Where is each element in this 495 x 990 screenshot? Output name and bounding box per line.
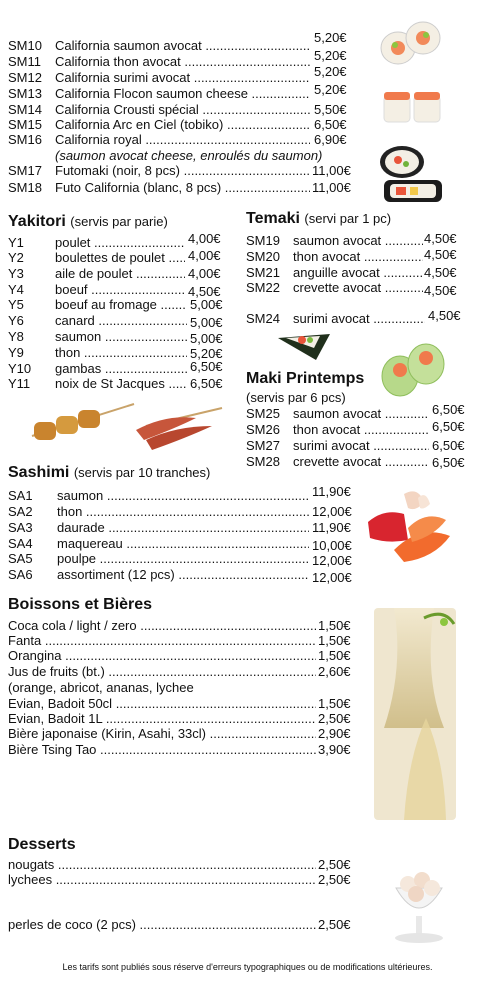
maki-heading: Maki Printemps <box>246 370 365 387</box>
menu-item: SA1 saumon ..... 11,90€ <box>0 488 360 504</box>
drinks-photo <box>374 608 456 820</box>
maki-printemps-photo <box>378 340 448 400</box>
menu-item: SM12 California surimi avocat ..... 5,20€ <box>0 70 355 86</box>
menu-item: Y4 boeuf ..... 4,50€ <box>0 282 240 298</box>
menu-item: Jus de fruits (bt.) ..... 2,60€ <box>0 664 360 680</box>
menu-item: Y11 noix de St Jacques ..... 6,50€ <box>0 376 240 392</box>
menu-item: Y9 thon ..... 5,20€ <box>0 345 240 361</box>
menu-item: SM16 California royal ..... 6,90€ <box>0 132 355 148</box>
boissons-note: (orange, abricot, ananas, lychee <box>8 680 194 695</box>
menu-item: Coca cola / light / zero ..... 1,50€ <box>0 618 360 634</box>
desserts-heading: Desserts <box>8 836 76 853</box>
menu-item: Y6 canard ..... 5,00€ <box>0 313 240 329</box>
menu-item: Orangina ..... 1,50€ <box>0 648 360 664</box>
menu-item: SA4 maquereau ..... 10,00€ <box>0 536 360 552</box>
menu-item: Bière Tsing Tao ..... 3,90€ <box>0 742 360 758</box>
menu-item: SM15 California Arc en Ciel (tobiko) ..... 6,50€ <box>0 117 355 133</box>
futomaki-photo <box>376 140 446 206</box>
menu-item: Evian, Badoit 50cl ..... 1,50€ <box>0 696 360 712</box>
menu-item: SM21 anguille avocat ..... 4,50€ <box>246 265 466 281</box>
menu-item: SM10 California saumon avocat ..... 5,20€ <box>0 38 355 54</box>
menu-item: Y2 boulettes de poulet ..... 4,00€ <box>0 250 240 266</box>
menu-item: nougats ..... 2,50€ <box>0 857 360 873</box>
menu-item: Y1 poulet ..... 4,00€ <box>0 235 240 251</box>
california-note: (saumon avocat cheese, enroulés du saumon) <box>55 148 323 163</box>
maki-subtitle: (servis par 6 pcs) <box>246 390 346 405</box>
temaki-photo <box>276 330 336 364</box>
menu-item: Y8 saumon ..... 5,00€ <box>0 329 240 345</box>
menu-item: SM11 California thon avocat ..... 5,20€ <box>0 54 355 70</box>
menu-item: Y5 boeuf au fromage ..... 5,00€ <box>0 297 240 313</box>
yakitori-heading: Yakitori (servis par parie) <box>8 213 168 230</box>
menu-item: SM25 saumon avocat ..... 6,50€ <box>246 406 471 422</box>
menu-item: SM27 surimi avocat ..... 6,50€ <box>246 438 471 454</box>
menu-item: SM28 crevette avocat ..... 6,50€ <box>246 454 471 470</box>
menu-item: SM24 surimi avocat ..... 4,50€ <box>246 311 466 327</box>
menu-item: SA5 poulpe ..... 12,00€ <box>0 551 360 567</box>
menu-item: SM17 Futomaki (noir, 8 pcs) ..... 11,00€ <box>0 163 360 179</box>
menu-item: Evian, Badoit 1L ..... 2,50€ <box>0 711 360 727</box>
menu-item: Y10 gambas ..... 6,50€ <box>0 361 240 377</box>
menu-item: SM13 California Flocon saumon cheese ..... 5,20€ <box>0 86 355 102</box>
menu-item: Fanta ..... 1,50€ <box>0 633 360 649</box>
boissons-heading: Boissons et Bières <box>8 596 153 613</box>
menu-item: SA3 daurade ..... 11,90€ <box>0 520 360 536</box>
menu-item: SM14 California Crousti spécial ..... 5,50€ <box>0 102 355 118</box>
sashimi-heading: Sashimi (servis par 10 tranches) <box>8 464 211 481</box>
menu-item: Bière japonaise (Kirin, Asahi, 33cl) ..... 2,90€ <box>0 726 360 742</box>
menu-item: SM22 crevette avocat ..... 4,50€ <box>246 280 466 296</box>
footer-disclaimer: Les tarifs sont publiés sous réserve d'erreurs typographiques ou de modifications ultérieures. <box>62 962 433 972</box>
menu-item: Y3 aile de poulet ..... 4,00€ <box>0 266 240 282</box>
menu-item: SM26 thon avocat ..... 6,50€ <box>246 422 471 438</box>
menu-item: lychees ..... 2,50€ <box>0 872 360 888</box>
yakitori-photo <box>26 396 226 454</box>
california-roll-photo <box>378 14 444 68</box>
dessert-photo <box>386 858 452 948</box>
menu-item: SM20 thon avocat ..... 4,50€ <box>246 249 466 265</box>
menu-item: SA6 assortiment (12 pcs) ..... 12,00€ <box>0 567 360 583</box>
menu-item: perles de coco (2 pcs) ..... 2,50€ <box>0 917 360 933</box>
california-royal-photo <box>378 86 444 126</box>
sashimi-photo <box>364 484 458 564</box>
menu-item: SM19 saumon avocat ..... 4,50€ <box>246 233 466 249</box>
menu-item: SA2 thon ..... 12,00€ <box>0 504 360 520</box>
temaki-heading: Temaki (servi par 1 pc) <box>246 210 392 227</box>
menu-item: SM18 Futo California (blanc, 8 pcs) ..... 11,00€ <box>0 180 360 196</box>
